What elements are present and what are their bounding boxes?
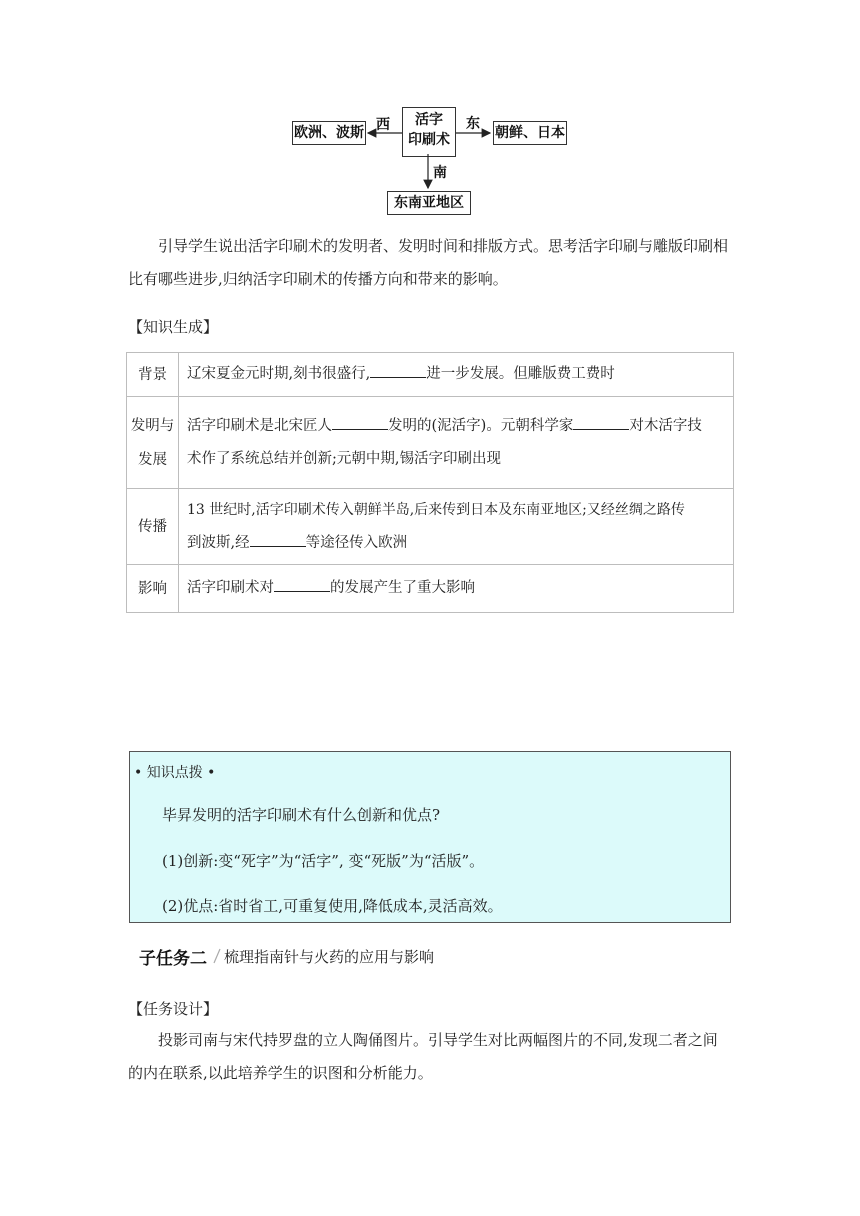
row-body-spread: 13 世纪时,活字印刷术传入朝鲜半岛,后来传到日本及东南亚地区;又经丝绸之路传 到波斯,经 等途径传入欧洲	[179, 489, 734, 565]
south-box: 东南亚地区	[387, 191, 471, 215]
row-head-background: 背景	[127, 353, 179, 397]
subtask-label: 子任务二	[139, 949, 207, 969]
row-head-invention: 发明与 发展	[127, 397, 179, 489]
fill-blank[interactable]	[274, 577, 330, 592]
task-design-heading: 【任务设计】	[128, 1000, 219, 1018]
task-design-line1: 投影司南与宋代持罗盘的立人陶俑图片。引导学生对比两幅图片的不同,发现二者之间	[158, 1031, 718, 1049]
fill-blank[interactable]	[332, 415, 388, 430]
row-body-impact: 活字印刷术对 的发展产生了重大影响	[179, 565, 734, 613]
intro-line2: 比有哪些进步,归纳活字印刷术的传播方向和带来的影响。	[128, 270, 508, 288]
tip-point2: (2)优点:省时省工,可重复使用,降低成本,灵活高效。	[162, 897, 503, 915]
fill-blank[interactable]	[573, 415, 629, 430]
row-head-impact: 影响	[127, 565, 179, 613]
knowledge-heading: 【知识生成】	[128, 318, 219, 336]
row-head-spread: 传播	[127, 489, 179, 565]
table-row	[127, 353, 734, 397]
table-row	[127, 489, 734, 565]
table-row	[127, 565, 734, 613]
intro-line1: 引导学生说出活字印刷术的发明者、发明时间和排版方式。思考活字印刷与雕版印刷相	[158, 237, 729, 255]
fill-blank[interactable]	[370, 363, 426, 378]
task-design-line2: 的内在联系,以此培养学生的识图和分析能力。	[128, 1064, 433, 1082]
knowledge-tip-box	[129, 751, 731, 923]
table-row	[127, 397, 734, 489]
diagram-arrows	[0, 0, 860, 230]
tip-question: 毕昇发明的活字印刷术有什么创新和优点?	[162, 806, 441, 824]
tip-title: • 知识点拨 •	[134, 765, 216, 781]
south-label: 南	[433, 165, 447, 181]
row-body-background: 辽宋夏金元时期,刻书很盛行, 进一步发展。但雕版费工费时	[179, 353, 734, 397]
row-body-invention: 活字印刷术是北宋匠人 发明的(泥活字)。元朝科学家 对木活字技 术作了系统总结并创新;元朝中期,锡活字印刷出现	[179, 397, 734, 489]
tip-point1: (1)创新:变“死字”为“活字”, 变“死版”为“活版”。	[162, 852, 485, 870]
slash-icon	[212, 947, 222, 965]
west-box: 欧洲、波斯	[292, 121, 366, 145]
fill-blank[interactable]	[250, 532, 306, 547]
task-design-paragraph	[128, 1024, 734, 1090]
center-box-line1: 活字	[415, 112, 443, 128]
intro-paragraph	[128, 230, 734, 296]
west-label: 西	[376, 117, 390, 133]
knowledge-table	[126, 352, 734, 613]
east-box: 朝鲜、日本	[493, 121, 567, 145]
east-label: 东	[466, 116, 480, 132]
subtask-title: 梳理指南针与火药的应用与影响	[224, 948, 435, 966]
center-box-line2: 印刷术	[408, 132, 450, 148]
